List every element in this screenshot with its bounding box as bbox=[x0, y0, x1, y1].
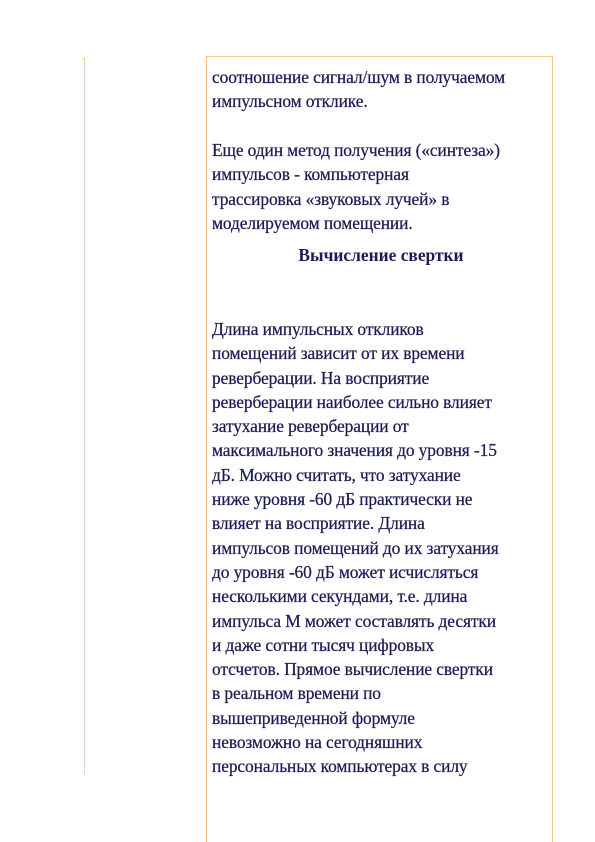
text-line: максимального значения до уровня -15 bbox=[212, 440, 497, 461]
text-line: трассировка «звуковых лучей» в bbox=[212, 188, 450, 209]
text-line: персональных компьютерах в силу bbox=[212, 756, 468, 777]
text-line: отсчетов. Прямое вычисление свертки bbox=[212, 659, 493, 680]
text-line: дБ. Можно считать, что затухание bbox=[212, 464, 461, 485]
text-line: импульсном отклике. bbox=[212, 91, 368, 112]
section-heading: Вычисление свертки bbox=[298, 245, 464, 265]
text-line: вышеприведенной формуле bbox=[212, 707, 415, 728]
text-line: затухание реверберации от bbox=[212, 416, 409, 437]
text-line: Еще один метод получения («синтеза») bbox=[212, 140, 500, 160]
text-line: реверберации наиболее сильно влияет bbox=[212, 391, 492, 412]
text-line: соотношение сигнал/шум в получаемом bbox=[212, 67, 506, 87]
text-line: ниже уровня -60 дБ практически не bbox=[212, 489, 473, 510]
margin-dotted-line bbox=[84, 58, 85, 774]
paragraph-1 bbox=[212, 65, 550, 114]
text-line: невозможно на сегодняшних bbox=[212, 732, 423, 753]
paragraph-2 bbox=[212, 138, 550, 235]
paragraph-3 bbox=[212, 317, 550, 779]
text-line: и даже сотни тысяч цифровых bbox=[212, 634, 435, 655]
text-line: импульсов помещений до их затухания bbox=[212, 537, 499, 558]
text-line: импульсов - компьютерная bbox=[212, 164, 409, 185]
text-line: реверберации. На восприятие bbox=[212, 367, 430, 388]
text-line: моделируемом помещении. bbox=[212, 212, 413, 233]
text-line: помещений зависит от их времени bbox=[212, 343, 465, 364]
text-line: Длина импульсных откликов bbox=[212, 319, 424, 339]
text-line: до уровня -60 дБ может исчисляться bbox=[212, 561, 479, 582]
text-line: влияет на восприятие. Длина bbox=[212, 513, 425, 534]
text-line: импульса М может составлять десятки bbox=[212, 610, 496, 631]
text-line: несколькими секундами, т.е. длина bbox=[212, 586, 468, 607]
text-line: в реальном времени по bbox=[212, 683, 381, 704]
